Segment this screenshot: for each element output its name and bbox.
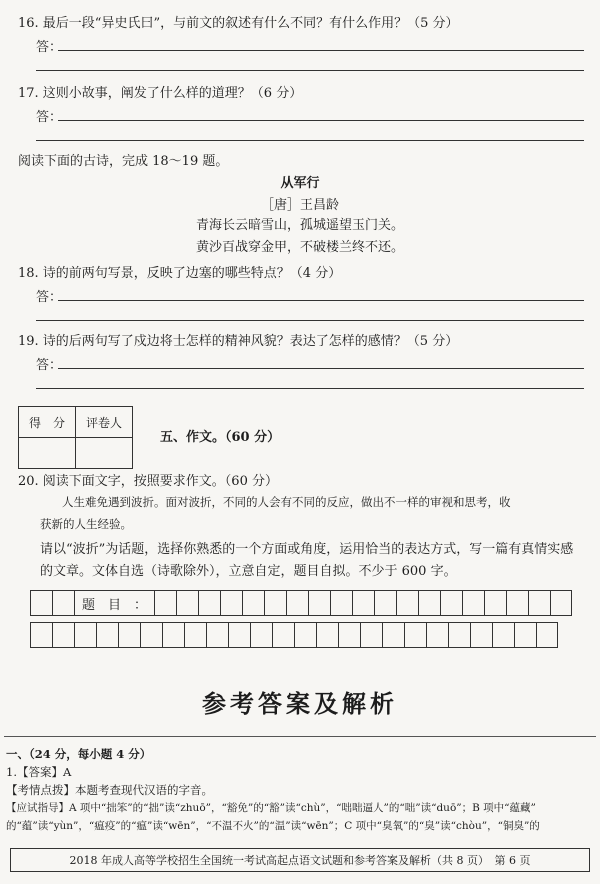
- grid-cell[interactable]: [418, 590, 440, 616]
- question-20: 20. 阅读下面文字，按照要求作文。（60 分）: [18, 474, 278, 489]
- grid-cell[interactable]: [294, 622, 316, 648]
- grid-cell[interactable]: [250, 622, 272, 648]
- grader-header: 评卷人: [76, 407, 133, 438]
- grid-cell[interactable]: [272, 622, 294, 648]
- grid-cell[interactable]: [52, 590, 74, 616]
- grid-cell[interactable]: [52, 622, 74, 648]
- grid-cell[interactable]: [470, 622, 492, 648]
- grid-cell[interactable]: [528, 590, 550, 616]
- answer-line[interactable]: [36, 320, 584, 321]
- grid-cell[interactable]: [140, 622, 162, 648]
- grid-cell[interactable]: [448, 622, 470, 648]
- divider: [4, 736, 596, 737]
- grid-cell[interactable]: [220, 590, 242, 616]
- question-19: 19. 诗的后两句写了戍边将士怎样的精神风貌？表达了怎样的感情？（5 分）: [18, 334, 459, 349]
- requirement-line-1: 请以“波折”为话题，选择你熟悉的一个方面或角度，运用恰当的表达方式，写一篇有真情实感: [40, 542, 574, 557]
- grid-cell[interactable]: [484, 590, 506, 616]
- grid-cell[interactable]: [154, 590, 176, 616]
- question-17: 17. 这则小故事，阐发了什么样的道理？（6 分）: [18, 86, 303, 101]
- grid-cell[interactable]: [514, 622, 536, 648]
- score-header: 得 分: [19, 407, 76, 438]
- answer-1: 1.【答案】A: [6, 765, 72, 779]
- answer-1-point: 【考情点拨】本题考查现代汉语的字音。: [6, 783, 213, 797]
- grid-cell[interactable]: [316, 622, 338, 648]
- answer-label: 答：: [36, 290, 63, 305]
- passage-line-1: 人生难免遇到波折。面对波折，不同的人会有不同的反应，做出不一样的审视和思考，收: [62, 495, 511, 509]
- grid-cell[interactable]: [162, 622, 184, 648]
- answer-1-guide-1: 【应试指导】A 项中“拙笨”的“拙”读“zhuō”，“豁免”的“豁”读“chù”，“咄咄逼人”的“咄”读“duō”；B 项中“蕴藏”: [6, 802, 536, 814]
- writing-grid[interactable]: [30, 622, 558, 648]
- requirement-line-2: 的文章。文体自选（诗歌除外），立意自定，题目自拟。不少于 600 字。: [40, 564, 457, 579]
- grid-cell[interactable]: [374, 590, 396, 616]
- question-18: 18. 诗的前两句写景，反映了边塞的哪些特点？（4 分）: [18, 266, 342, 281]
- grid-cell[interactable]: [30, 590, 52, 616]
- grid-cell[interactable]: [426, 622, 448, 648]
- grid-cell[interactable]: [550, 590, 572, 616]
- grid-cell[interactable]: [360, 622, 382, 648]
- grid-cell[interactable]: [206, 622, 228, 648]
- answer-line[interactable]: [58, 300, 584, 301]
- answer-label: 答：: [36, 358, 63, 373]
- grid-cell[interactable]: [462, 590, 484, 616]
- grid-cell[interactable]: [198, 590, 220, 616]
- answers-title: 参考答案及解析: [202, 689, 398, 718]
- answer-line[interactable]: [36, 70, 584, 71]
- answer-label: 答：: [36, 110, 63, 125]
- footer-text: 2018 年成人高等学校招生全国统一考试高起点语文试题和参考答案及解析（共 8 页） 第 6 页: [69, 854, 531, 867]
- grid-cell[interactable]: [286, 590, 308, 616]
- grid-cell[interactable]: [308, 590, 330, 616]
- poem-line-2: 黄沙百战穿金甲，不破楼兰终不还。: [195, 240, 404, 255]
- grid-cell[interactable]: [176, 590, 198, 616]
- grid-cell[interactable]: [506, 590, 528, 616]
- grid-cell[interactable]: [396, 590, 418, 616]
- grid-cell[interactable]: [228, 622, 250, 648]
- answer-line[interactable]: [36, 140, 584, 141]
- section-5-title: 五、作文。（60 分）: [160, 430, 281, 445]
- page-footer: [10, 848, 590, 872]
- grid-cell[interactable]: [184, 622, 206, 648]
- poem-title: 从军行: [280, 176, 320, 191]
- grid-cell[interactable]: [338, 622, 360, 648]
- grid-cell[interactable]: [492, 622, 514, 648]
- grid-cell[interactable]: [440, 590, 462, 616]
- answers-section-1: 一、（24 分，每小题 4 分）: [6, 747, 152, 761]
- grid-cell[interactable]: [382, 622, 404, 648]
- grid-cell[interactable]: [30, 622, 52, 648]
- grid-cell[interactable]: [536, 622, 558, 648]
- question-16: 16. 最后一段“异史氏曰”，与前文的叙述有什么不同？有什么作用？（5 分）: [18, 16, 459, 31]
- grid-title-label: 题 目 ：: [74, 590, 154, 616]
- grid-cell[interactable]: [264, 590, 286, 616]
- grid-cell[interactable]: [118, 622, 140, 648]
- poem-author: ［唐］王昌龄: [260, 198, 339, 213]
- grid-cell[interactable]: [330, 590, 352, 616]
- passage-line-2: 获新的人生经验。: [40, 517, 132, 531]
- poem-intro: 阅读下面的古诗，完成 18～19 题。: [18, 154, 229, 169]
- grid-cell[interactable]: [352, 590, 374, 616]
- grader-cell[interactable]: [76, 438, 133, 469]
- grid-cell[interactable]: [404, 622, 426, 648]
- answer-1-guide-2: 的“蕴”读“yùn”，“瘟疫”的“瘟”读“wēn”，“不温不火”的“温”读“wēn”；C 项中“臭氧”的“臭”读“chòu”，“铜臭”的: [6, 820, 540, 832]
- poem-line-1: 青海长云暗雪山，孤城遥望玉门关。: [195, 218, 404, 233]
- grid-cell[interactable]: [242, 590, 264, 616]
- grid-cell[interactable]: [74, 622, 96, 648]
- answer-line[interactable]: [58, 120, 584, 121]
- score-cell[interactable]: [19, 438, 76, 469]
- answer-line[interactable]: [58, 50, 584, 51]
- score-table: [18, 406, 133, 469]
- grid-cell[interactable]: [96, 622, 118, 648]
- answer-line[interactable]: [36, 388, 584, 389]
- title-grid[interactable]: [30, 590, 572, 616]
- answer-label: 答：: [36, 40, 63, 55]
- answer-line[interactable]: [58, 368, 584, 369]
